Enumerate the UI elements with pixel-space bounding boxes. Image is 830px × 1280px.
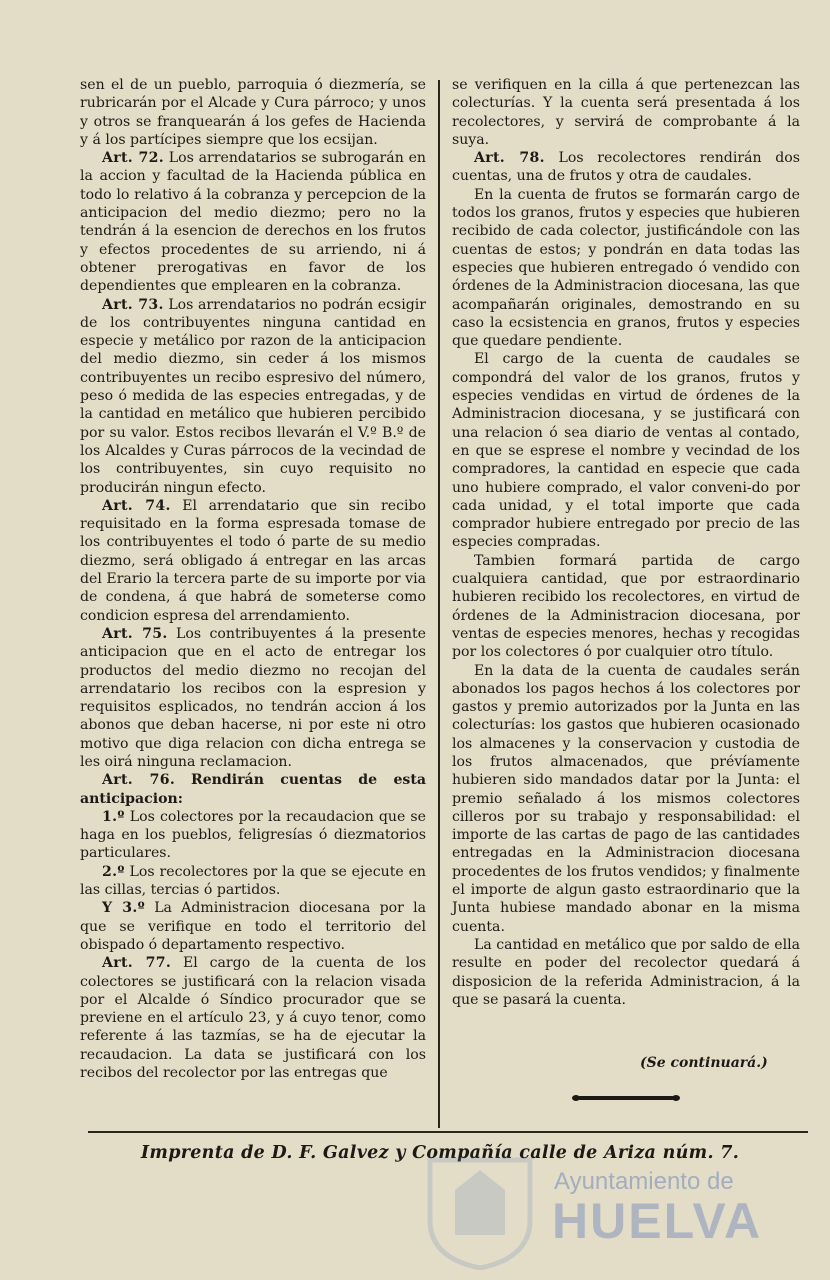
printer-imprint: Imprenta de D. F. Galvez y Compañía calle de Ariza núm. 7. (140, 1143, 740, 1163)
paragraph-frutos: En la cuenta de frutos se formarán cargo de todos los granos, frutos y especies que hubieren recibido de cada colector, justificándole con las cuentas de estos; y pondrán en data todas las especies que hubieren entregado ó vendido con órdenes de la Administracion diocesana, las que acompañarán originales, demostrando en su caso la ecsistencia en granos, frutos y especies que quedare pendiente. (452, 186, 800, 350)
footer-rule (88, 1131, 808, 1133)
paragraph-0: sen el de un pueblo, parroquia ó diezmería, se rubricarán por el Alcade y Cura párroco; y unos y otros se franquearán á los gefes de Hacienda y á los partícipes siempre que los ecsijan. (80, 77, 426, 148)
paragraph-tambien: Tambien formará partida de cargo cualquiera cantidad, que por estraordinario hubieren recibido los recolectores, en virtud de órdenes de la Administracion diocesana, por ventas de especies menores, hechas y recogidas por los colectores ó por cualquier otro título. (452, 552, 800, 661)
article-73: Art. 73. Los arrendatarios no podrán ecsigir de los contribuyentes ninguna cantidad en especie y metálico por razon de la anticipacion del medio diezmo, sin ceder á los mismos contribuyentes un recibo espresivo del número, peso ó medida de las especies entregadas, y de la cantidad en metálico que hubieren percibido por su valor. Estos recibos llevarán el V.º B.º de los Alcaldes y Curas párrocos de la vecindad de los contribuyentes, sin cuyo requisito no producirán ningun efecto. (80, 296, 427, 496)
article-75: Art. 75. Los contribuyentes á la presente anticipacion que en el acto de entregar los productos del medio diezmo no recojan del arrendatario los recibos con la espresion y requisitos esplicados, no tendrán accion á los abonos que deban hacerse, ni por este ni otro motivo que diga relacion con dicha entrega se les oirá ninguna reclamacion. (80, 625, 426, 770)
article-78: Art. 78. Los recolectores rendirán dos cuentas, una de frutos y otra de caudales. (452, 150, 800, 185)
item-2: 2.º Los recolectores por la que se ejecute en las cillas, tercias ó partidos. (80, 863, 426, 899)
left-column (80, 76, 426, 1082)
article-72: Art. 72. Los arrendatarios se subrogarán en la accion y facultad de la Hacienda pública en todo lo relativo á la cobranza y percepcion de la anticipacion del medio diezmo; pero no la tendrán á la esencion de derechos en los frutos y efectos procedentes de su arriendo, ni á obtener prerogativas en favor de los dependientes que emplearen en la cobranza. (80, 150, 426, 295)
article-76: Art. 76. Rendirán cuentas de esta anticipacion: (80, 772, 426, 807)
ornament-rule (578, 1096, 674, 1100)
paragraph-continued: se verifiquen en la cilla á que pertenezcan las colecturías. Y la cuenta será presentada á los recolectores, y servirá de comprobante á la suya. (452, 77, 800, 148)
item-3: Y 3.º La Administracion diocesana por la que se verifique en todo el territorio del obispado ó departamento respectivo. (80, 900, 426, 953)
item-1: 1.º Los colectores por la recaudacion que se haga en los pueblos, feligresías ó diezmatorios particulares. (80, 808, 427, 862)
paragraph-data: En la data de la cuenta de caudales serán abonados los pagos hechos á los colectores por gastos y premio autorizados por la Junta en las colecturías: los gastos que hubieren ocasionado los almacenes y la conservacion y custodia de los frutos almacenados, que prévíamente hubieren sido mandados datar por la Junta: el premio señalado á los mismos colectores cilleros por su trabajo y responsabilidad: el importe de las cartas de pago de las cantidades entregadas en la Administracion diocesana procedentes de los frutos vendidos; y finalmente el importe de algun gasto estraordinario que la Junta hubiese mandado abonar en la misma cuenta. (452, 662, 800, 935)
article-74: Art. 74. El arrendatario que sin recibo requisitado en la forma espresada tomase de los contribuyentes el todo ó parte de su medio diezmo, será obligado á entregar en las arcas del Erario la tercera parte de su importe por via de condena, á que habrá de someterse como condicion espresa del arrendamiento. (80, 497, 427, 624)
paragraph-caudales: El cargo de la cuenta de caudales se compondrá del valor de los granos, frutos y especies vendidas en virtud de órdenes de la Administracion diocesana, y se justificará con una relacion ó sea diario de ventas al contado, en que se esprese el nombre y vecindad de los compradores, la cantidad en especie que cada uno hubiere comprado, el valor conveni-do por cada unidad, y el total importe que cada comprador hubiere entregado por precio de las especies compradas. (452, 351, 800, 551)
watermark-line2: HUELVA (552, 1193, 763, 1249)
right-column (452, 76, 800, 1009)
paragraph-saldo: La cantidad en metálico que por saldo de ella resulte en poder del recolector quedará á disposicion de la referida Administracion, á la que se pasará la cuenta. (452, 936, 800, 1008)
article-77: Art. 77. El cargo de la cuenta de los colectores se justificará con la relacion visada por el Alcalde ó Síndico procurador que se previene en el artículo 23, y á cuyo tenor, como referente á las tazmías, se ha de ejecutar la recaudacion. La data se justificará con los recibos del recolector por las entregas que (80, 955, 426, 1082)
watermark-line1: Ayuntamiento de (554, 1168, 734, 1195)
continued-note: (Se continuará.) (640, 1055, 768, 1071)
column-divider (438, 80, 440, 1128)
